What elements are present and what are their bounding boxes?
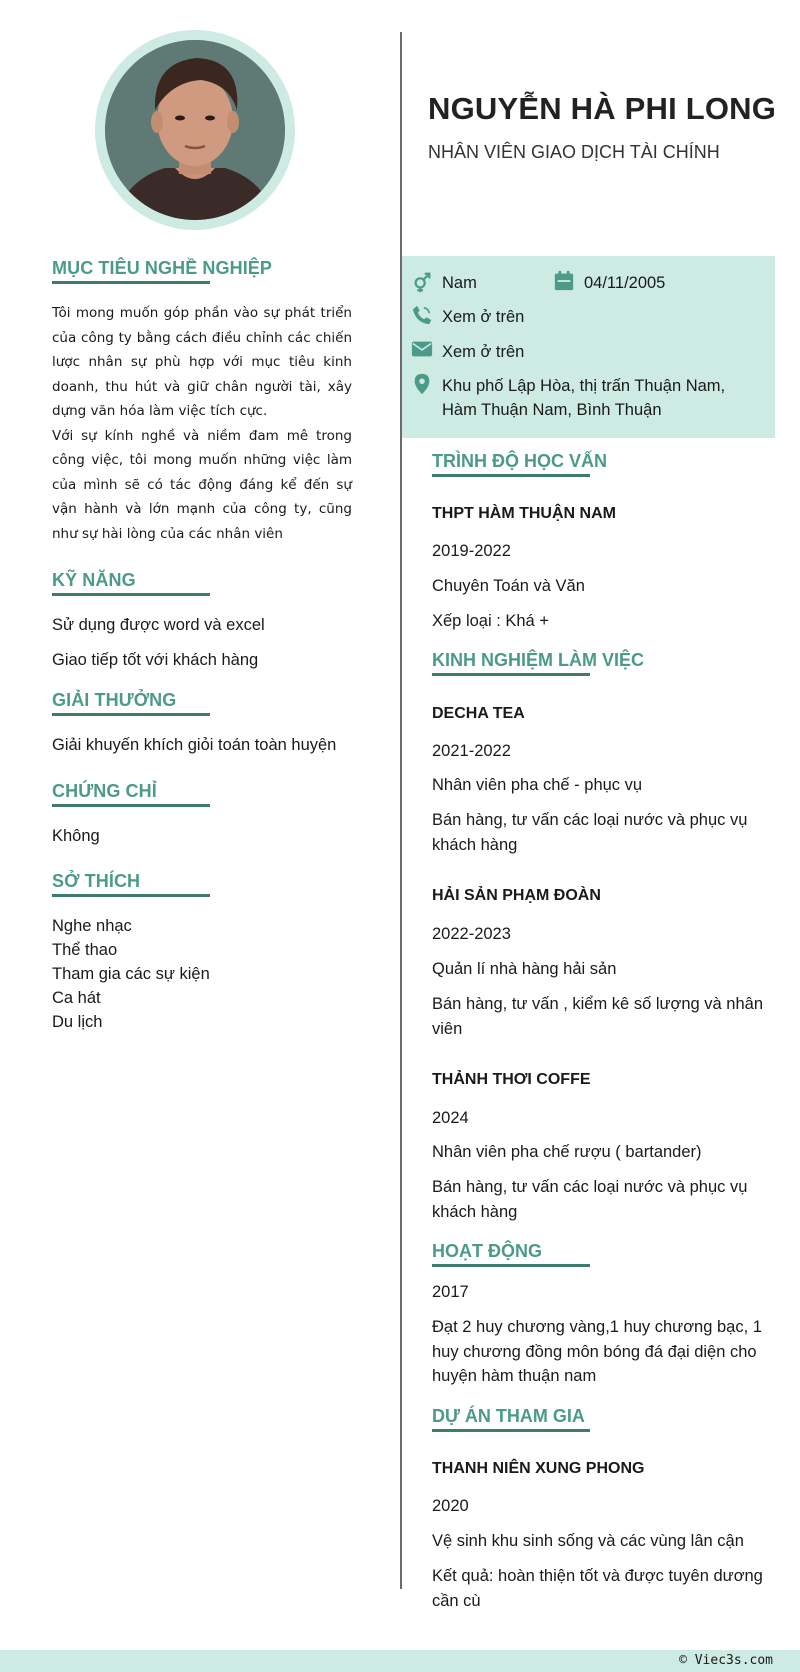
job-company: THẢNH THƠI COFFE [432, 1071, 591, 1088]
hobbies-list [52, 914, 352, 1034]
project-task: Vệ sinh khu sinh sống và các vùng lân cận [432, 1532, 744, 1550]
objective-paragraph-2: Với sự kính nghề và niềm đam mê trong công việc, tôi mong muốn những việc làm của mình sẽ có tác động đáng kể đến sự vận hành và lớn mạnh của công ty, cũng như sự hài lòng của các nhân viên [52, 427, 352, 542]
hobby-item: Tham gia các sự kiện [52, 965, 210, 983]
phone-value: Xem ở trên [442, 308, 525, 326]
footer-bar [0, 1650, 800, 1672]
section-underline [432, 474, 590, 477]
education-grade: Xếp loại : Khá + [432, 612, 549, 630]
gender-icon [411, 271, 433, 293]
avatar-ring [95, 30, 295, 230]
job-company: HẢI SẢN PHẠM ĐOÀN [432, 887, 601, 904]
job-description: Bán hàng, tư vấn các loại nước và phục vụ khách hàng [432, 811, 748, 854]
objective-paragraph-1: Tôi mong muốn góp phần vào sự phát triển của công ty bằng cách điều chỉnh các chiến lược nhân sự phù hợp với mục tiêu kinh doanh, thu hút và giữ chân người tài, xây dựng văn hóa làm việc tích cực. [52, 305, 352, 419]
section-title: GIẢI THƯỞNG [52, 690, 177, 710]
section-underline [52, 593, 210, 596]
candidate-name: NGUYỄN HÀ PHI LONG [428, 91, 777, 126]
section-title: SỞ THÍCH [52, 871, 141, 891]
contact-box [402, 256, 775, 438]
section-underline [52, 281, 210, 284]
hobbies-section [52, 871, 352, 897]
section-underline [432, 1264, 590, 1267]
skill-item: Sử dụng được word và excel [52, 616, 265, 634]
calendar-icon [553, 270, 575, 292]
award-item: Giải khuyến khích giỏi toán toàn huyện [52, 736, 337, 754]
map-pin-icon [411, 373, 433, 395]
section-underline [432, 1429, 590, 1432]
address-line-1: Khu phố Lập Hòa, thị trấn Thuận Nam, [442, 377, 726, 395]
phone-icon [411, 304, 433, 326]
projects-section [432, 1406, 772, 1432]
education-major: Chuyên Toán và Văn [432, 577, 585, 595]
job-period: 2022-2023 [432, 925, 511, 943]
activity-year: 2017 [432, 1283, 469, 1301]
section-title: CHỨNG CHỈ [52, 781, 157, 801]
section-underline [52, 894, 210, 897]
section-underline [52, 713, 210, 716]
awards-section [52, 690, 352, 716]
section-title: DỰ ÁN THAM GIA [432, 1406, 585, 1426]
certificate-item: Không [52, 827, 100, 845]
job-title: NHÂN VIÊN GIAO DỊCH TÀI CHÍNH [428, 142, 720, 162]
hobby-item: Thể thao [52, 941, 118, 959]
job-position: Nhân viên pha chế - phục vụ [432, 776, 643, 794]
address-line-2: Hàm Thuận Nam, Bình Thuận [442, 401, 662, 419]
job-description: Bán hàng, tư vấn , kiểm kê số lượng và nhân viên [432, 995, 764, 1038]
education-section [432, 451, 772, 477]
job-company: DECHA TEA [432, 705, 525, 722]
section-title: MỤC TIÊU NGHỀ NGHIỆP [52, 258, 273, 278]
hobby-item: Ca hát [52, 989, 101, 1007]
skills-section [52, 570, 352, 596]
activities-section [432, 1241, 772, 1267]
job-period: 2024 [432, 1109, 469, 1127]
job-description: Bán hàng, tư vấn các loại nước và phục vụ khách hàng [432, 1178, 748, 1221]
job-position: Nhân viên pha chế rượu ( bartander) [432, 1143, 702, 1161]
birthday-value: 04/11/2005 [584, 274, 666, 292]
avatar [105, 40, 285, 220]
section-title: HOẠT ĐỘNG [432, 1241, 542, 1261]
project-year: 2020 [432, 1497, 469, 1515]
certificates-section [52, 781, 352, 807]
project-result: Kết quả: hoàn thiện tốt và được tuyên dương cần cù [432, 1567, 763, 1610]
section-title: KỸ NĂNG [52, 570, 136, 590]
avatar-photo [105, 40, 285, 220]
experience-section [432, 650, 772, 676]
education-school: THPT HÀM THUẬN NAM [432, 505, 616, 522]
section-underline [432, 673, 590, 676]
section-title: KINH NGHIỆM LÀM VIỆC [432, 650, 645, 670]
activity-description: Đạt 2 huy chương vàng,1 huy chương bạc, 1 huy chương đồng môn bóng đá đại diện cho huyện hàm thuận nam [432, 1318, 762, 1385]
email-value: Xem ở trên [442, 343, 525, 361]
objective-section [52, 258, 352, 284]
footer-credit[interactable]: © Viec3s.com [679, 1653, 773, 1668]
section-underline [52, 804, 210, 807]
objective-text [52, 301, 352, 546]
gender-value: Nam [442, 274, 477, 292]
job-position: Quản lí nhà hàng hải sản [432, 960, 617, 978]
job-period: 2021-2022 [432, 742, 511, 760]
hobby-item: Nghe nhạc [52, 917, 132, 935]
hobby-item: Du lịch [52, 1013, 103, 1031]
project-name: THANH NIÊN XUNG PHONG [432, 1460, 645, 1477]
education-period: 2019-2022 [432, 542, 511, 560]
skill-item: Giao tiếp tốt với khách hàng [52, 651, 259, 669]
section-title: TRÌNH ĐỘ HỌC VẤN [432, 451, 607, 471]
envelope-icon [411, 338, 433, 360]
